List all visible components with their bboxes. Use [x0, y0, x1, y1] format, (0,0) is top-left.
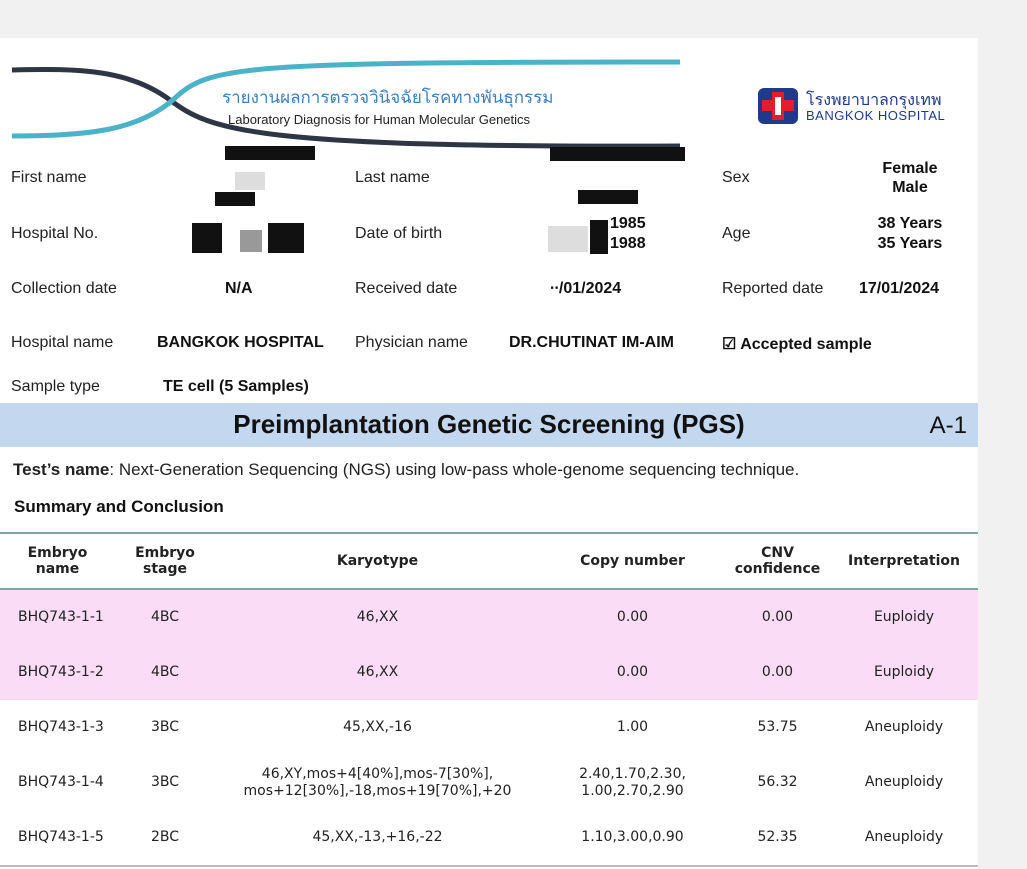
interpretation-cell: Aneuploidy	[864, 719, 944, 735]
received-date-label: Received date	[355, 280, 458, 297]
table-row	[0, 755, 978, 810]
embryo-name-cell: BHQ743-1-4	[18, 774, 104, 790]
redaction-block	[240, 230, 262, 252]
redaction-block	[215, 192, 255, 206]
results-table	[0, 532, 978, 867]
embryo-name-cell: BHQ743-1-1	[0, 589, 115, 645]
col-cnv-confidence: CNV confidence	[725, 533, 830, 589]
redaction-block	[590, 220, 608, 254]
redaction-block	[550, 147, 685, 161]
redaction-block	[578, 190, 638, 204]
sample-type-value: TE cell (5 Samples)	[163, 378, 309, 395]
interpretation-cell: Aneuploidy	[830, 810, 978, 866]
table-row	[0, 645, 978, 700]
col-copy-number: Copy number	[540, 533, 725, 589]
table-row	[0, 700, 978, 755]
sex-value-male: Male	[892, 179, 928, 196]
table-row	[0, 810, 978, 866]
redaction-block	[192, 223, 222, 253]
test-name-line	[13, 460, 799, 480]
logo-english-name: BANGKOK HOSPITAL	[806, 108, 946, 123]
received-date-value: ∙∙/01/2024	[550, 280, 622, 297]
thai-report-title: รายงานผลการตรวจวินิจฉัยโรคทางพันธุกรรม	[222, 88, 554, 108]
interpretation-cell: Aneuploidy	[864, 774, 944, 790]
cnv-confidence-cell: 56.32	[757, 774, 798, 790]
physician-name-value: DR.CHUTINAT IM-AIM	[509, 334, 675, 351]
section-code: A-1	[929, 412, 967, 439]
col-embryo-name: Embryo name	[0, 533, 115, 589]
logo-thai-name: โรงพยาบาลกรุงเทพ	[806, 90, 942, 109]
embryo-stage-cell: 4BC	[115, 589, 215, 645]
english-report-title: Laboratory Diagnosis for Human Molecular Genetics	[228, 112, 531, 127]
karyotype-cell: 46,XY,mos+4[40%],mos-7[30%], mos+12[30%],-18,mos+19[70%],+20	[243, 765, 512, 799]
dob-value-1: 1985	[610, 215, 646, 232]
first-name-label: First name	[11, 169, 87, 186]
collection-date-value: N/A	[225, 280, 253, 297]
karyotype-cell: 45,XX,-13,+16,-22	[215, 810, 540, 866]
col-interpretation: Interpretation	[830, 533, 978, 589]
test-name-label: Test’s name	[13, 460, 110, 479]
age-label: Age	[722, 225, 751, 242]
embryo-name-cell: BHQ743-1-5	[0, 810, 115, 866]
sex-value-female: Female	[882, 160, 938, 177]
embryo-stage-cell: 3BC	[150, 774, 180, 790]
reported-date-label: Reported date	[722, 280, 824, 297]
embryo-stage-cell: 4BC	[115, 645, 215, 700]
date-of-birth-label: Date of birth	[355, 225, 443, 242]
redaction-block	[235, 172, 265, 190]
sample-type-label: Sample type	[11, 378, 100, 395]
cnv-confidence-cell: 0.00	[725, 589, 830, 645]
col-embryo-stage: Embryo stage	[115, 533, 215, 589]
last-name-label: Last name	[355, 169, 430, 186]
hospital-name-label: Hospital name	[11, 334, 114, 351]
age-value-2: 35 Years	[877, 235, 943, 252]
table-row	[0, 589, 978, 645]
test-name-value: : Next-Generation Sequencing (NGS) using low-pass whole-genome sequencing technique.	[109, 460, 800, 479]
copy-number-cell: 1.00	[616, 719, 649, 735]
section-title: Preimplantation Genetic Screening (PGS)	[233, 409, 745, 439]
accepted-sample-checkbox: ☑ Accepted sample	[722, 336, 872, 353]
embryo-name-cell: BHQ743-1-3	[18, 719, 104, 735]
copy-number-cell: 1.10,3.00,0.90	[540, 810, 725, 866]
embryo-stage-cell: 3BC	[150, 719, 180, 735]
interpretation-cell: Euploidy	[830, 645, 978, 700]
copy-number-cell: 0.00	[540, 645, 725, 700]
karyotype-cell: 46,XX	[215, 645, 540, 700]
cnv-confidence-cell: 53.75	[757, 719, 798, 735]
age-value-1: 38 Years	[877, 215, 943, 232]
copy-number-cell: 2.40,1.70,2.30, 1.00,2.70,2.90	[579, 765, 686, 799]
bangkok-hospital-logo-icon	[758, 88, 798, 124]
sex-label: Sex	[722, 169, 750, 186]
interpretation-cell: Euploidy	[830, 589, 978, 645]
col-karyotype: Karyotype	[215, 533, 540, 589]
copy-number-cell: 0.00	[540, 589, 725, 645]
redaction-block	[225, 146, 315, 160]
reported-date-value: 17/01/2024	[859, 280, 940, 297]
table-header-row	[0, 533, 978, 589]
hospital-no-label: Hospital No.	[11, 225, 99, 242]
embryo-name-cell: BHQ743-1-2	[0, 645, 115, 700]
summary-title: Summary and Conclusion	[14, 497, 224, 516]
cnv-confidence-cell: 52.35	[725, 810, 830, 866]
redaction-block	[268, 223, 304, 253]
collection-date-label: Collection date	[11, 280, 117, 297]
karyotype-cell: 45,XX,-16	[343, 719, 412, 735]
embryo-stage-cell: 2BC	[115, 810, 215, 866]
karyotype-cell: 46,XX	[215, 589, 540, 645]
redaction-block	[548, 226, 588, 252]
cnv-confidence-cell: 0.00	[725, 645, 830, 700]
dob-value-2: 1988	[610, 235, 646, 252]
hospital-name-value: BANGKOK HOSPITAL	[157, 334, 324, 351]
physician-name-label: Physician name	[355, 334, 468, 351]
